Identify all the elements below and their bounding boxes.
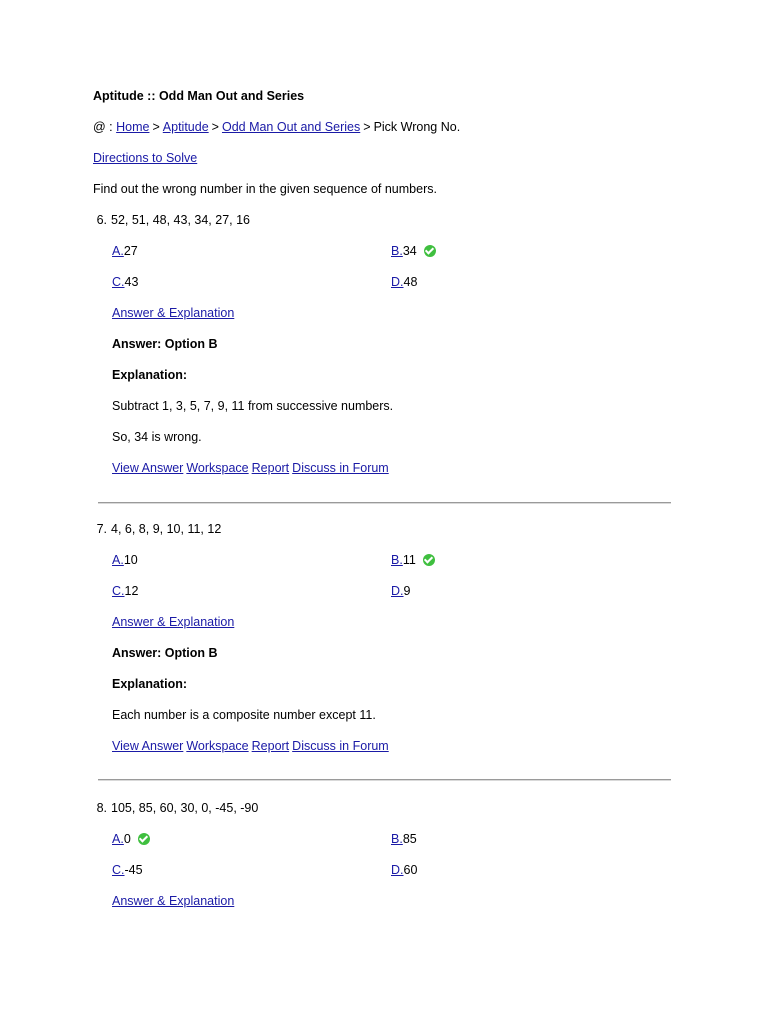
option-a[interactable] [112, 829, 150, 849]
explanation-text: Each number is a composite number except 11. [112, 708, 376, 722]
breadcrumb-home-link[interactable]: Home [116, 120, 150, 134]
question-number: 7. [96, 522, 107, 536]
question-actions [112, 736, 683, 767]
page-content-3 [93, 798, 683, 922]
explanation-label: Explanation: [112, 677, 188, 691]
answer-explanation-link[interactable]: Answer & Explanation [112, 615, 235, 629]
option-letter[interactable]: C. [112, 584, 125, 598]
report-link[interactable]: Report [251, 461, 290, 475]
question-sequence: 4, 6, 8, 9, 10, 11, 12 [111, 522, 222, 536]
option-b[interactable] [391, 241, 436, 261]
explanation-label: Explanation: [112, 368, 188, 382]
breadcrumb-prefix: @ : [93, 120, 113, 134]
option-value: 85 [402, 832, 417, 846]
page-title: Aptitude :: Odd Man Out and Series [93, 89, 305, 103]
question-sequence: 52, 51, 48, 43, 34, 27, 16 [111, 213, 251, 227]
option-value: 60 [403, 863, 418, 877]
option-value: 34 [402, 244, 417, 258]
option-value: 12 [124, 584, 139, 598]
option-a[interactable] [112, 241, 138, 261]
breadcrumb-odd-man-out-link[interactable]: Odd Man Out and Series [221, 120, 361, 134]
option-b[interactable] [391, 550, 435, 570]
report-link[interactable]: Report [251, 739, 290, 753]
option-value: 10 [123, 553, 138, 567]
breadcrumb [93, 117, 683, 148]
option-letter[interactable]: A. [112, 553, 124, 567]
page-content-2 [93, 519, 683, 767]
option-letter[interactable]: B. [391, 244, 403, 258]
view-answer-link[interactable]: View Answer [112, 739, 184, 753]
workspace-link[interactable]: Workspace [186, 739, 249, 753]
option-value: 11 [402, 553, 416, 567]
question-8 [93, 798, 683, 922]
option-c[interactable] [112, 581, 138, 601]
breadcrumb-separator: > [211, 120, 219, 134]
question-text [93, 210, 683, 241]
question-6 [93, 210, 683, 489]
option-letter[interactable]: B. [391, 832, 403, 846]
question-text [93, 798, 683, 829]
option-value: 27 [123, 244, 138, 258]
question-sequence: 105, 85, 60, 30, 0, -45, -90 [111, 801, 259, 815]
breadcrumb-separator: > [152, 120, 160, 134]
option-value: 0 [123, 832, 131, 846]
answer-text: Answer: Option B [112, 646, 218, 660]
question-number: 8. [96, 801, 107, 815]
breadcrumb-aptitude-link[interactable]: Aptitude [162, 120, 209, 134]
question-number: 6. [96, 213, 107, 227]
question-text [93, 519, 683, 550]
page-content [93, 86, 683, 489]
option-letter[interactable]: D. [391, 863, 404, 877]
option-letter[interactable]: C. [112, 275, 125, 289]
option-letter[interactable]: C. [112, 863, 125, 877]
answer-text: Answer: Option B [112, 337, 218, 351]
breadcrumb-current: Pick Wrong No. [373, 120, 461, 134]
explanation-text: Subtract 1, 3, 5, 7, 9, 11 from successive numbers. [112, 399, 394, 413]
option-c[interactable] [112, 272, 138, 292]
option-value: -45 [124, 863, 143, 877]
option-a[interactable] [112, 550, 138, 570]
option-letter[interactable]: B. [391, 553, 403, 567]
discuss-link[interactable]: Discuss in Forum [292, 739, 389, 753]
question-7 [93, 519, 683, 767]
directions-link[interactable]: Directions to Solve [93, 151, 198, 165]
view-answer-link[interactable]: View Answer [112, 461, 184, 475]
explanation-text: So, 34 is wrong. [112, 430, 202, 444]
option-letter[interactable]: A. [112, 832, 124, 846]
option-letter[interactable]: D. [391, 275, 404, 289]
option-value: 48 [403, 275, 418, 289]
option-d[interactable] [391, 272, 417, 292]
question-divider [98, 779, 671, 781]
option-letter[interactable]: D. [391, 584, 404, 598]
answer-explanation-link[interactable]: Answer & Explanation [112, 894, 235, 908]
option-c[interactable] [112, 860, 143, 880]
option-value: 43 [124, 275, 139, 289]
correct-check-icon [424, 245, 436, 257]
option-letter[interactable]: A. [112, 244, 124, 258]
question-divider [98, 502, 671, 504]
instructions-text: Find out the wrong number in the given sequence of numbers. [93, 182, 437, 196]
correct-check-icon [423, 554, 435, 566]
question-actions [112, 458, 683, 489]
correct-check-icon [138, 833, 150, 845]
option-d[interactable] [391, 860, 417, 880]
option-b[interactable] [391, 829, 417, 849]
discuss-link[interactable]: Discuss in Forum [292, 461, 389, 475]
answer-explanation-link[interactable]: Answer & Explanation [112, 306, 235, 320]
workspace-link[interactable]: Workspace [186, 461, 249, 475]
breadcrumb-separator: > [363, 120, 371, 134]
option-d[interactable] [391, 581, 410, 601]
option-value: 9 [403, 584, 411, 598]
